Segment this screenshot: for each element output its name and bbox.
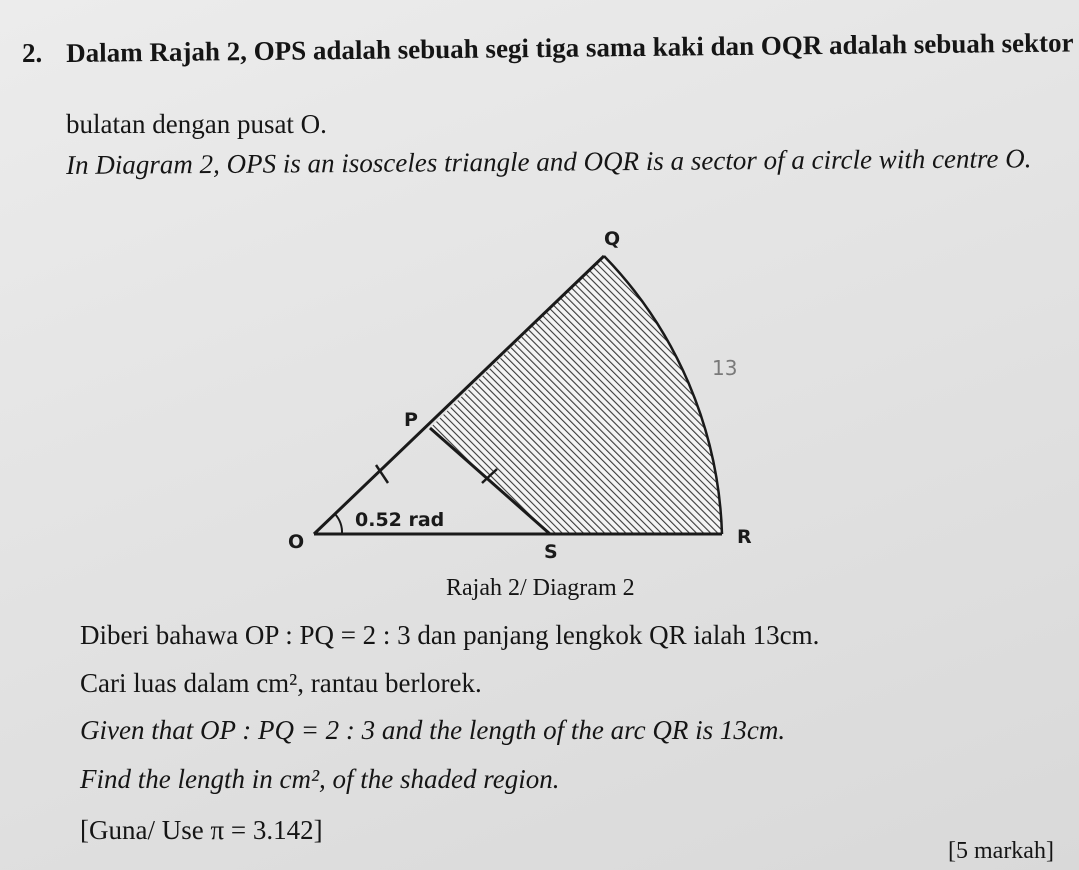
given-malay-find: Cari luas dalam cm², rantau berlorek. <box>80 668 482 698</box>
label-r: R <box>737 526 752 548</box>
label-p: P <box>404 409 418 431</box>
angle-arc <box>335 514 342 534</box>
given-malay-line: Diberi bahawa OP : PQ = 2 : 3 dan panjang lengkok QR ialah 13cm. <box>80 620 820 650</box>
angle-label: 0.52 rad <box>355 509 445 531</box>
given-english-line: Given that OP : PQ = 2 : 3 and the length of the arc QR is 13cm. <box>80 715 786 745</box>
question-number: 2. <box>22 38 43 68</box>
use-pi-note: [Guna/ Use π = 3.142] <box>80 815 323 845</box>
label-s: S <box>544 541 558 563</box>
given-english-find: Find the length in cm², of the shaded region. <box>80 764 560 794</box>
question-malay-line2: bulatan dengan pusat O. <box>66 109 327 139</box>
question-malay-line1: Dalam Rajah 2, OPS adalah sebuah segi tiga sama kaki dan OQR adalah sebuah sektor <box>66 27 1074 68</box>
question-english-line: In Diagram 2, OPS is an isosceles triangle and OQR is a sector of a circle with centre O. <box>66 143 1032 180</box>
diagram-caption: Rajah 2/ Diagram 2 <box>446 575 635 601</box>
handwritten-note: 13 <box>712 356 738 380</box>
shaded-region <box>430 256 722 534</box>
label-q: Q <box>604 228 621 250</box>
marks-label: [5 markah] <box>948 838 1054 864</box>
label-o: O <box>288 531 305 553</box>
